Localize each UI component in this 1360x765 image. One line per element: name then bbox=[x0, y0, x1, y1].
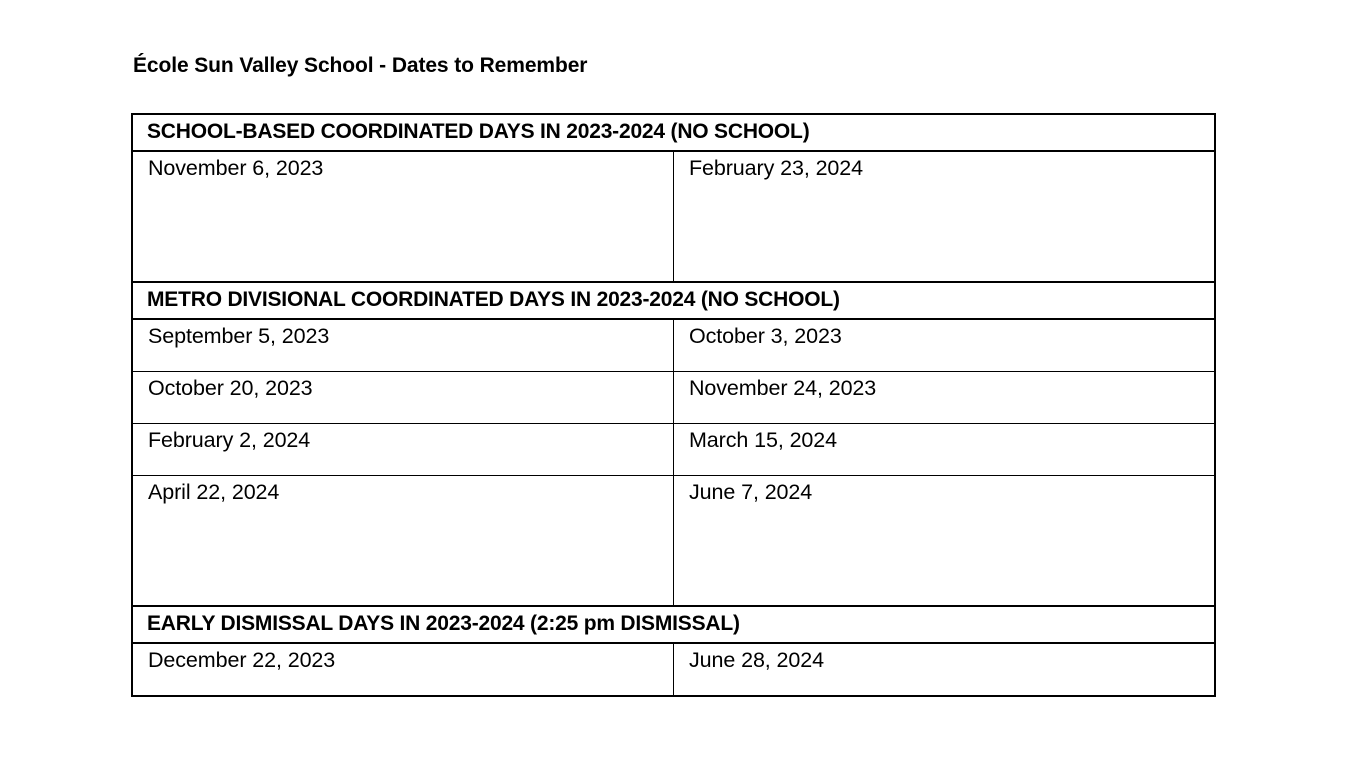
date-cell-right: February 23, 2024 bbox=[674, 151, 1216, 282]
date-cell-right: November 24, 2023 bbox=[674, 372, 1216, 424]
date-cell-right: October 3, 2023 bbox=[674, 319, 1216, 372]
date-cell-left: December 22, 2023 bbox=[132, 643, 674, 696]
section-header-row bbox=[132, 114, 1215, 151]
section-header-row bbox=[132, 282, 1215, 319]
table-row bbox=[132, 319, 1215, 372]
section-header-row bbox=[132, 606, 1215, 643]
date-cell-right: June 28, 2024 bbox=[674, 643, 1216, 696]
table-row bbox=[132, 643, 1215, 696]
table-row bbox=[132, 424, 1215, 476]
section-header-metro-divisional: METRO DIVISIONAL COORDINATED DAYS IN 2023-2024 (NO SCHOOL) bbox=[132, 282, 1215, 319]
date-cell-left: February 2, 2024 bbox=[132, 424, 674, 476]
date-cell-left: September 5, 2023 bbox=[132, 319, 674, 372]
dates-to-remember-table bbox=[131, 113, 1216, 697]
date-cell-right: June 7, 2024 bbox=[674, 476, 1216, 607]
date-cell-left: April 22, 2024 bbox=[132, 476, 674, 607]
section-header-school-based: SCHOOL-BASED COORDINATED DAYS IN 2023-2024 (NO SCHOOL) bbox=[132, 114, 1215, 151]
table-row bbox=[132, 372, 1215, 424]
date-cell-left: October 20, 2023 bbox=[132, 372, 674, 424]
page-title: École Sun Valley School - Dates to Remember bbox=[133, 54, 588, 77]
date-cell-right: March 15, 2024 bbox=[674, 424, 1216, 476]
section-header-early-dismissal: EARLY DISMISSAL DAYS IN 2023-2024 (2:25 pm DISMISSAL) bbox=[132, 606, 1215, 643]
table-row bbox=[132, 151, 1215, 282]
date-cell-left: November 6, 2023 bbox=[132, 151, 674, 282]
table-row bbox=[132, 476, 1215, 607]
